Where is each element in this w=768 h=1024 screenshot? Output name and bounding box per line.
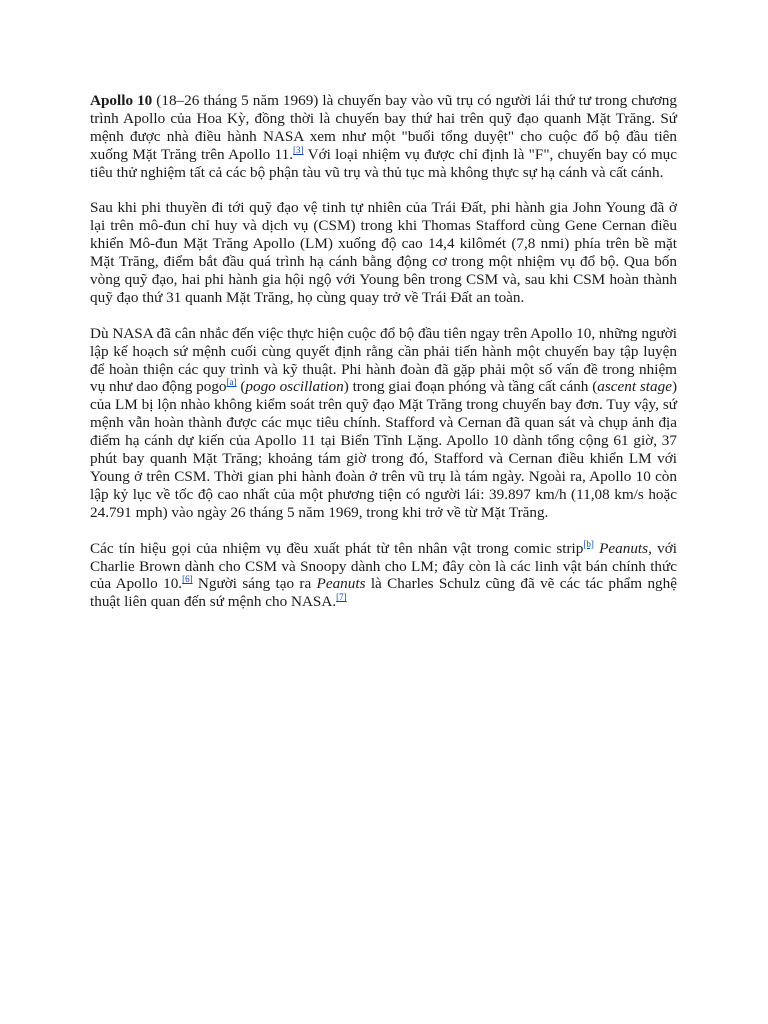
paragraph-text: ) của LM bị lộn nhào không kiểm soát trên quỹ đạo Mặt Trăng trong chuyến bay đơn. Tuy vậy, sứ mệnh vẫn hoàn thành được các mục tiêu chính. Stafford và Cernan đã quan sát và chụp ảnh địa điểm hạ cánh dự kiến của Apollo 11 tại Biển Tĩnh Lặng. Apollo 10 dành tổng cộng 61 giờ, 37 phút bay quanh Mặt Trăng; khoảng tám giờ trong đó, Stafford và Cernan điều khiển LM với Young ở trên CSM. Thời gian phi hành đoàn ở trên vũ trụ là tám ngày. Ngoài ra, Apollo 10 còn lập kỷ lục về tốc độ cao nhất của một phương tiện có người lái: 39.897 km/h (11,08 km/s hoặc 24.791 mph) vào ngày 26 tháng 5 năm 1969, trong khi trở về từ Mặt Trăng.: [90, 378, 677, 521]
article-body: [90, 92, 677, 629]
citation-link-3[interactable]: [3]: [293, 144, 304, 155]
paragraph-text: Với loại nhiệm vụ được chỉ định là "F", chuyến bay có mục tiêu thử nghiệm tất cả các bộ phận tàu vũ trụ và thủ tục mà không thực sự hạ cánh và cất cánh.: [90, 145, 677, 181]
footnote-link-a[interactable]: [a]: [226, 377, 237, 388]
paragraph-callsigns: [90, 540, 677, 612]
footnote-link-b[interactable]: [b]: [583, 538, 594, 549]
paragraph-text: (18–26 tháng 5 năm 1969) là chuyến bay vào vũ trụ có người lái thứ tư trong chương trình Apollo của Hoa Kỳ, đồng thời là chuyến bay thứ hai trên quỹ đạo quanh Mặt Trăng. Sứ mệnh được nhà điều hành NASA xem như một "buổi tổng duyệt" cho cuộc đổ bộ đầu tiên xuống Mặt Trăng trên Apollo 11.: [90, 92, 677, 163]
paragraph-intro: [90, 92, 677, 182]
paragraph-text: là Charles Schulz cũng đã vẽ các tác phẩm nghệ thuật liên quan đến sứ mệnh cho NASA.: [90, 575, 677, 611]
italic-term-ascent: ascent stage: [597, 378, 672, 396]
paragraph-text: Người sáng tạo ra: [192, 575, 317, 593]
paragraph-text: Các tín hiệu gọi của nhiệm vụ đều xuất phát từ tên nhân vật trong comic strip: [90, 539, 584, 557]
paragraph-planning: [90, 325, 677, 522]
paragraph-text: , với Charlie Brown dành cho CSM và Snoopy dành cho LM; đây còn là các linh vật bán chính thức của Apollo 10.: [90, 539, 677, 593]
article-subject-bold: Apollo 10: [90, 92, 153, 109]
paragraph-text: (: [236, 378, 246, 396]
citation-link-7[interactable]: [7]: [336, 592, 347, 603]
citation-link-6[interactable]: [6]: [182, 574, 193, 585]
paragraph-text: Sau khi phi thuyền đi tới quỹ đạo vệ tinh tự nhiên của Trái Đất, phi hành gia John Young đã ở lại trên mô-đun chỉ huy và dịch vụ (CSM) trong khi Thomas Stafford cùng Gene Cernan điều khiển Mô-đun Mặt Trăng Apollo (LM) xuống độ cao 14,4 kilômét (7,8 nmi) phía trên bề mặt Mặt Trăng, điểm bắt đầu quá trình hạ cánh bằng động cơ trong một nhiệm vụ đổ bộ. Qua bốn vòng quỹ đạo, hai phi hành gia hội ngộ với Young bên trong CSM và, sau khi CSM hoàn thành quỹ đạo thứ 31 quanh Mặt Trăng, họ cùng quay trở về Trái Đất an toàn.: [90, 199, 677, 306]
italic-title-peanuts: Peanuts: [316, 575, 366, 593]
italic-title-peanuts: Peanuts: [599, 539, 649, 557]
paragraph-text: ) trong giai đoạn phóng và tầng cất cánh (: [343, 378, 598, 396]
italic-term-pogo: pogo oscillation: [245, 378, 344, 396]
paragraph-text: Dù NASA đã cân nhắc đến việc thực hiện cuộc đổ bộ đầu tiên ngay trên Apollo 10, những người lập kế hoạch sứ mệnh cuối cùng quyết định rằng cần phải tiến hành một chuyến bay tập luyện để hoàn thiện các quy trình và kỹ thuật. Phi hành đoàn đã gặp phải một số vấn đề trong nhiệm vụ như dao động pogo: [90, 324, 677, 396]
paragraph-mission: [90, 199, 677, 306]
